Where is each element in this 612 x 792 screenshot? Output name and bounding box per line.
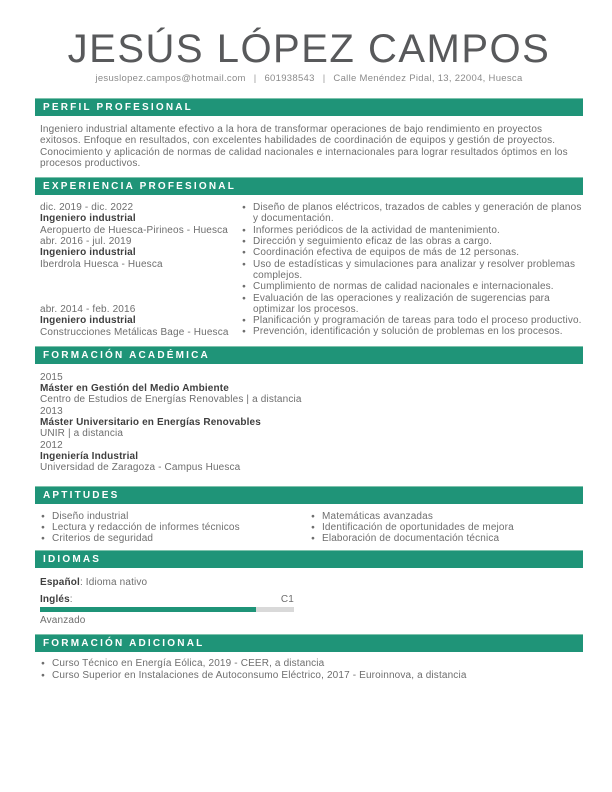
education-year: 2012 xyxy=(40,439,63,451)
section-title-education: FORMACIÓN ACADÉMICA xyxy=(43,349,210,361)
additional-course-item: ● Curso Superior en Instalaciones de Autoconsumo Eléctrico, 2017 - Euroinnova, a distancia xyxy=(40,670,583,681)
job-role: Ingeniero industrial xyxy=(40,213,136,225)
job-entry xyxy=(40,202,240,236)
section-header-profile xyxy=(35,98,583,116)
experience-content xyxy=(35,202,583,338)
education-year: 2013 xyxy=(40,405,63,417)
education-entry xyxy=(40,372,583,406)
skills-column-left xyxy=(35,511,310,545)
language-english-row xyxy=(40,594,583,627)
job-role: Ingeniero industrial xyxy=(40,315,136,327)
section-title-additional: FORMACIÓN ADICIONAL xyxy=(43,638,205,650)
bullet-item: ● Informes periódicos de la actividad de mantenimiento. xyxy=(241,225,583,236)
section-title-experience: EXPERIENCIA PROFESIONAL xyxy=(43,181,237,193)
additional-content xyxy=(40,658,583,681)
bullet-item: ● Prevención, identificación y solución de problemas en los procesos. xyxy=(241,326,583,337)
language-progress-track xyxy=(40,607,294,612)
skill-item: ● Matemáticas avanzadas xyxy=(310,511,583,522)
skills-column-right xyxy=(310,511,583,545)
education-year: 2015 xyxy=(40,371,63,383)
skill-item: ● Criterios de seguridad xyxy=(40,533,310,544)
job-company: Iberdrola Huesca - Huesca xyxy=(40,258,163,270)
job-role: Ingeniero industrial xyxy=(40,247,136,259)
section-title-skills: APTITUDES xyxy=(43,489,120,501)
section-header-additional xyxy=(35,634,583,652)
contact-separator: | xyxy=(322,73,326,84)
education-entry xyxy=(40,440,583,474)
experience-bullets xyxy=(241,202,583,338)
skill-item: ● Identificación de oportunidades de mejora xyxy=(310,522,583,533)
section-title-languages: IDIOMAS xyxy=(43,554,102,566)
person-name: JESÚS LÓPEZ CAMPOS xyxy=(67,27,551,71)
bullet-item: ● Coordinación efectiva de equipos de más de 12 personas. xyxy=(241,247,583,258)
language-english-head xyxy=(40,594,294,605)
skill-item: ● Lectura y redacción de informes técnicos xyxy=(40,522,310,533)
additional-course-item: ● Curso Técnico en Energía Eólica, 2019 - CEER, a distancia xyxy=(40,658,583,669)
languages-content xyxy=(40,577,583,626)
experience-bullets-column xyxy=(240,202,583,338)
contact-email: jesuslopez.campos@hotmail.com xyxy=(95,73,246,84)
section-header-skills xyxy=(35,486,583,504)
job-dates: abr. 2016 - jul. 2019 xyxy=(40,236,132,248)
language-level-badge: C1 xyxy=(280,593,294,605)
additional-list xyxy=(40,658,583,681)
education-degree: Máster Universitario en Energías Renovables xyxy=(40,417,261,429)
skill-item: ● Elaboración de documentación técnica xyxy=(310,533,583,544)
language-label: Inglés: xyxy=(40,593,73,605)
education-entry xyxy=(40,406,583,440)
profile-text: Ingeniero industrial altamente efectivo a la hora de transformar operaciones de bajo rendimiento en proyectos exitosos. Enfoque en resultados, con excelentes habilidades de coordinación de equipos y gestión de proyectos. Conocimiento y aplicación de normas de calidad nacionales e internacionales para lograr resultados óptimos en los procesos productivos. xyxy=(40,124,568,169)
section-header-education xyxy=(35,346,583,364)
section-header-languages xyxy=(35,550,583,568)
bullet-item: ● Evaluación de las operaciones y realización de sugerencias para optimizar los procesos. xyxy=(241,293,583,316)
education-content xyxy=(40,372,583,474)
skill-item: ● Diseño industrial xyxy=(40,511,310,522)
bullet-item: ● Cumplimiento de normas de calidad nacionales e internacionales. xyxy=(241,281,583,292)
skills-list-left xyxy=(40,511,310,545)
contact-phone: 601938543 xyxy=(264,73,315,84)
education-degree: Máster en Gestión del Medio Ambiente xyxy=(40,383,229,395)
bullet-item: ● Uso de estadísticas y simulaciones para analizar y resolver problemas complejos. xyxy=(241,259,583,282)
language-label: Español xyxy=(40,577,80,589)
experience-jobs-column xyxy=(35,202,240,338)
job-dates: dic. 2019 - dic. 2022 xyxy=(40,202,134,214)
contact-separator: | xyxy=(253,73,257,84)
language-progress-fill xyxy=(40,607,256,612)
job-entry xyxy=(40,236,240,270)
education-school: UNIR | a distancia xyxy=(40,428,124,440)
language-descriptor: Avanzado xyxy=(40,615,86,627)
bullet-item: ● Diseño de planos eléctricos, trazados de cables y generación de planos y documentación. xyxy=(241,202,583,225)
contact-line xyxy=(35,73,583,84)
job-company: Construcciones Metálicas Bage - Huesca xyxy=(40,326,229,338)
bullet-item: ● Planificación y programación de tareas para todo el proceso productivo. xyxy=(241,315,583,326)
bullet-item: ● Dirección y seguimiento eficaz de las obras a cargo. xyxy=(241,236,583,247)
section-title-profile: PERFIL PROFESIONAL xyxy=(43,102,193,113)
job-dates: abr. 2014 - feb. 2016 xyxy=(40,303,136,315)
education-degree: Ingeniería Industrial xyxy=(40,450,139,462)
section-header-experience xyxy=(35,177,583,195)
language-native-row xyxy=(40,577,583,588)
language-value: : Idioma nativo xyxy=(79,577,148,589)
skills-list-right xyxy=(310,511,583,545)
job-entry xyxy=(40,304,240,338)
skills-content xyxy=(35,511,583,545)
contact-address: Calle Menéndez Pidal, 13, 22004, Huesca xyxy=(333,73,523,84)
education-school: Centro de Estudios de Energías Renovables | a distancia xyxy=(40,394,302,406)
education-school: Universidad de Zaragoza - Campus Huesca xyxy=(40,462,241,474)
job-company: Aeropuerto de Huesca-Pirineos - Huesca xyxy=(40,224,229,236)
